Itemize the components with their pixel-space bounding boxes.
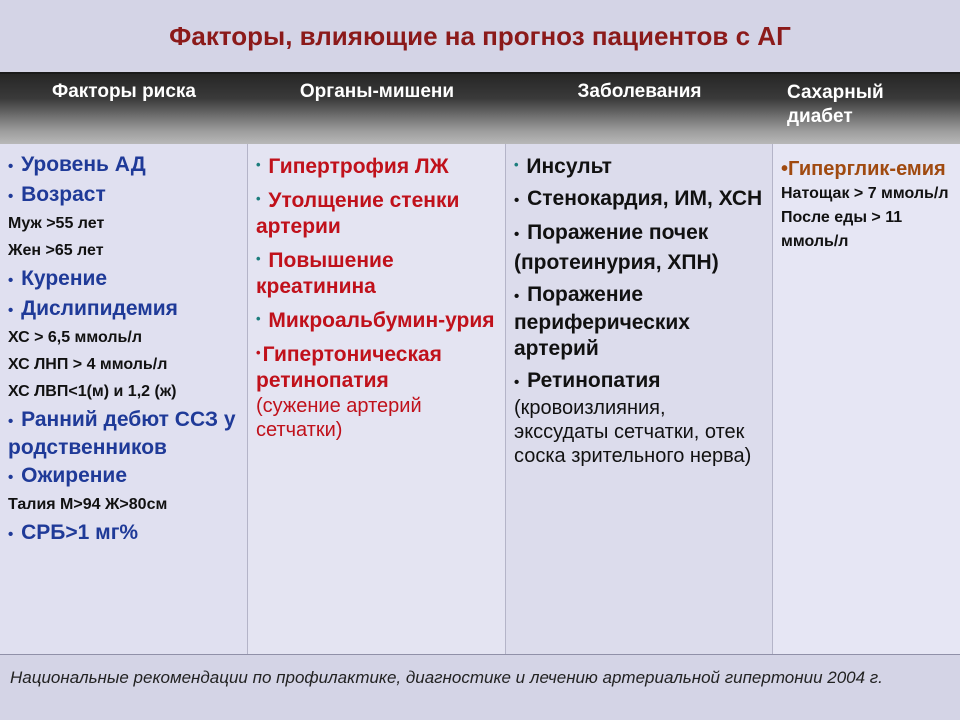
header-diseases: Заболевания <box>506 74 773 144</box>
sub-item: Талия М>94 Ж>80см <box>8 496 168 513</box>
bullet-icon: • <box>256 345 261 360</box>
list-item: •Гиперглик-емия <box>781 158 946 180</box>
bullet-icon: • <box>8 158 14 175</box>
bullet-icon: • <box>514 374 520 391</box>
list-item-note: (сужение артерий сетчатки) <box>256 395 422 441</box>
list-item-note: (протеинурия, ХПН) <box>514 251 719 274</box>
list-item: • Возраст <box>8 183 106 206</box>
list-item: • Курение <box>8 267 108 290</box>
bullet-icon: • <box>514 157 519 172</box>
list-item: • Дислипидемия <box>8 297 178 320</box>
list-item: • Ретинопатия <box>514 369 661 392</box>
bullet-icon: • <box>8 413 14 430</box>
bullet-icon: • <box>8 188 14 205</box>
list-item: • Ожирение <box>8 464 128 487</box>
bullet-icon: • <box>256 157 261 172</box>
sub-item: ХС ЛВП<1(м) и 1,2 (ж) <box>8 383 177 400</box>
bullet-icon: • <box>256 251 261 266</box>
diseases-column <box>506 144 773 654</box>
list-item: • Поражение периферических артерий <box>514 283 690 360</box>
header-risk-factors: Факторы риска <box>0 74 248 144</box>
list-item: • Стенокардия, ИМ, ХСН <box>514 187 763 210</box>
bullet-icon: • <box>8 272 14 289</box>
list-item: • Инсульт <box>514 155 612 178</box>
bullet-icon: • <box>514 192 520 209</box>
diabetes-column <box>773 144 960 654</box>
list-item: • СРБ>1 мг% <box>8 521 139 544</box>
prognosis-table <box>0 72 960 655</box>
header-diabetes: Сахарный диабет <box>773 74 960 144</box>
bullet-icon: • <box>256 191 261 206</box>
risk-factors-column <box>0 144 248 654</box>
list-item: • Гипертрофия ЛЖ <box>256 155 449 178</box>
source-footnote: Национальные рекомендации по профилактике, диагностике и лечению артериальной гипертонии 2004 г. <box>10 668 883 687</box>
sub-item: ХС ЛНП > 4 ммоль/л <box>8 356 168 373</box>
slide-title: Факторы, влияющие на прогноз пациентов с АГ <box>169 20 791 51</box>
bullet-icon: • <box>514 226 520 243</box>
sub-item: Натощак > 7 ммоль/л <box>781 185 949 202</box>
list-item: • Повышение креатинина <box>256 249 394 298</box>
bullet-icon: • <box>8 526 14 543</box>
bullet-icon: • <box>8 302 14 319</box>
list-item: • Ранний дебют ССЗ у родственников <box>8 408 236 459</box>
list-item: • Утолщение стенки артерии <box>256 189 460 238</box>
sub-item: Муж >55 лет <box>8 215 105 232</box>
target-organs-column <box>248 144 506 654</box>
list-item: •Гипертоническая ретинопатия <box>256 343 442 392</box>
bullet-icon: • <box>256 311 261 326</box>
sub-item: После еды > 11 ммоль/л <box>781 209 903 250</box>
bullet-icon: • <box>781 158 789 180</box>
header-target-organs: Органы-мишени <box>248 74 506 144</box>
sub-item: ХС > 6,5 ммоль/л <box>8 329 142 346</box>
bullet-icon: • <box>514 288 520 305</box>
list-item: • Поражение почек <box>514 221 709 244</box>
list-item-note: (кровоизлияния, экссудаты сетчатки, отек соска зрительного нерва) <box>514 397 752 467</box>
sub-item: Жен >65 лет <box>8 242 104 259</box>
bullet-icon: • <box>8 469 14 486</box>
list-item: • Микроальбумин-урия <box>256 309 495 332</box>
list-item: • Уровень АД <box>8 153 146 176</box>
